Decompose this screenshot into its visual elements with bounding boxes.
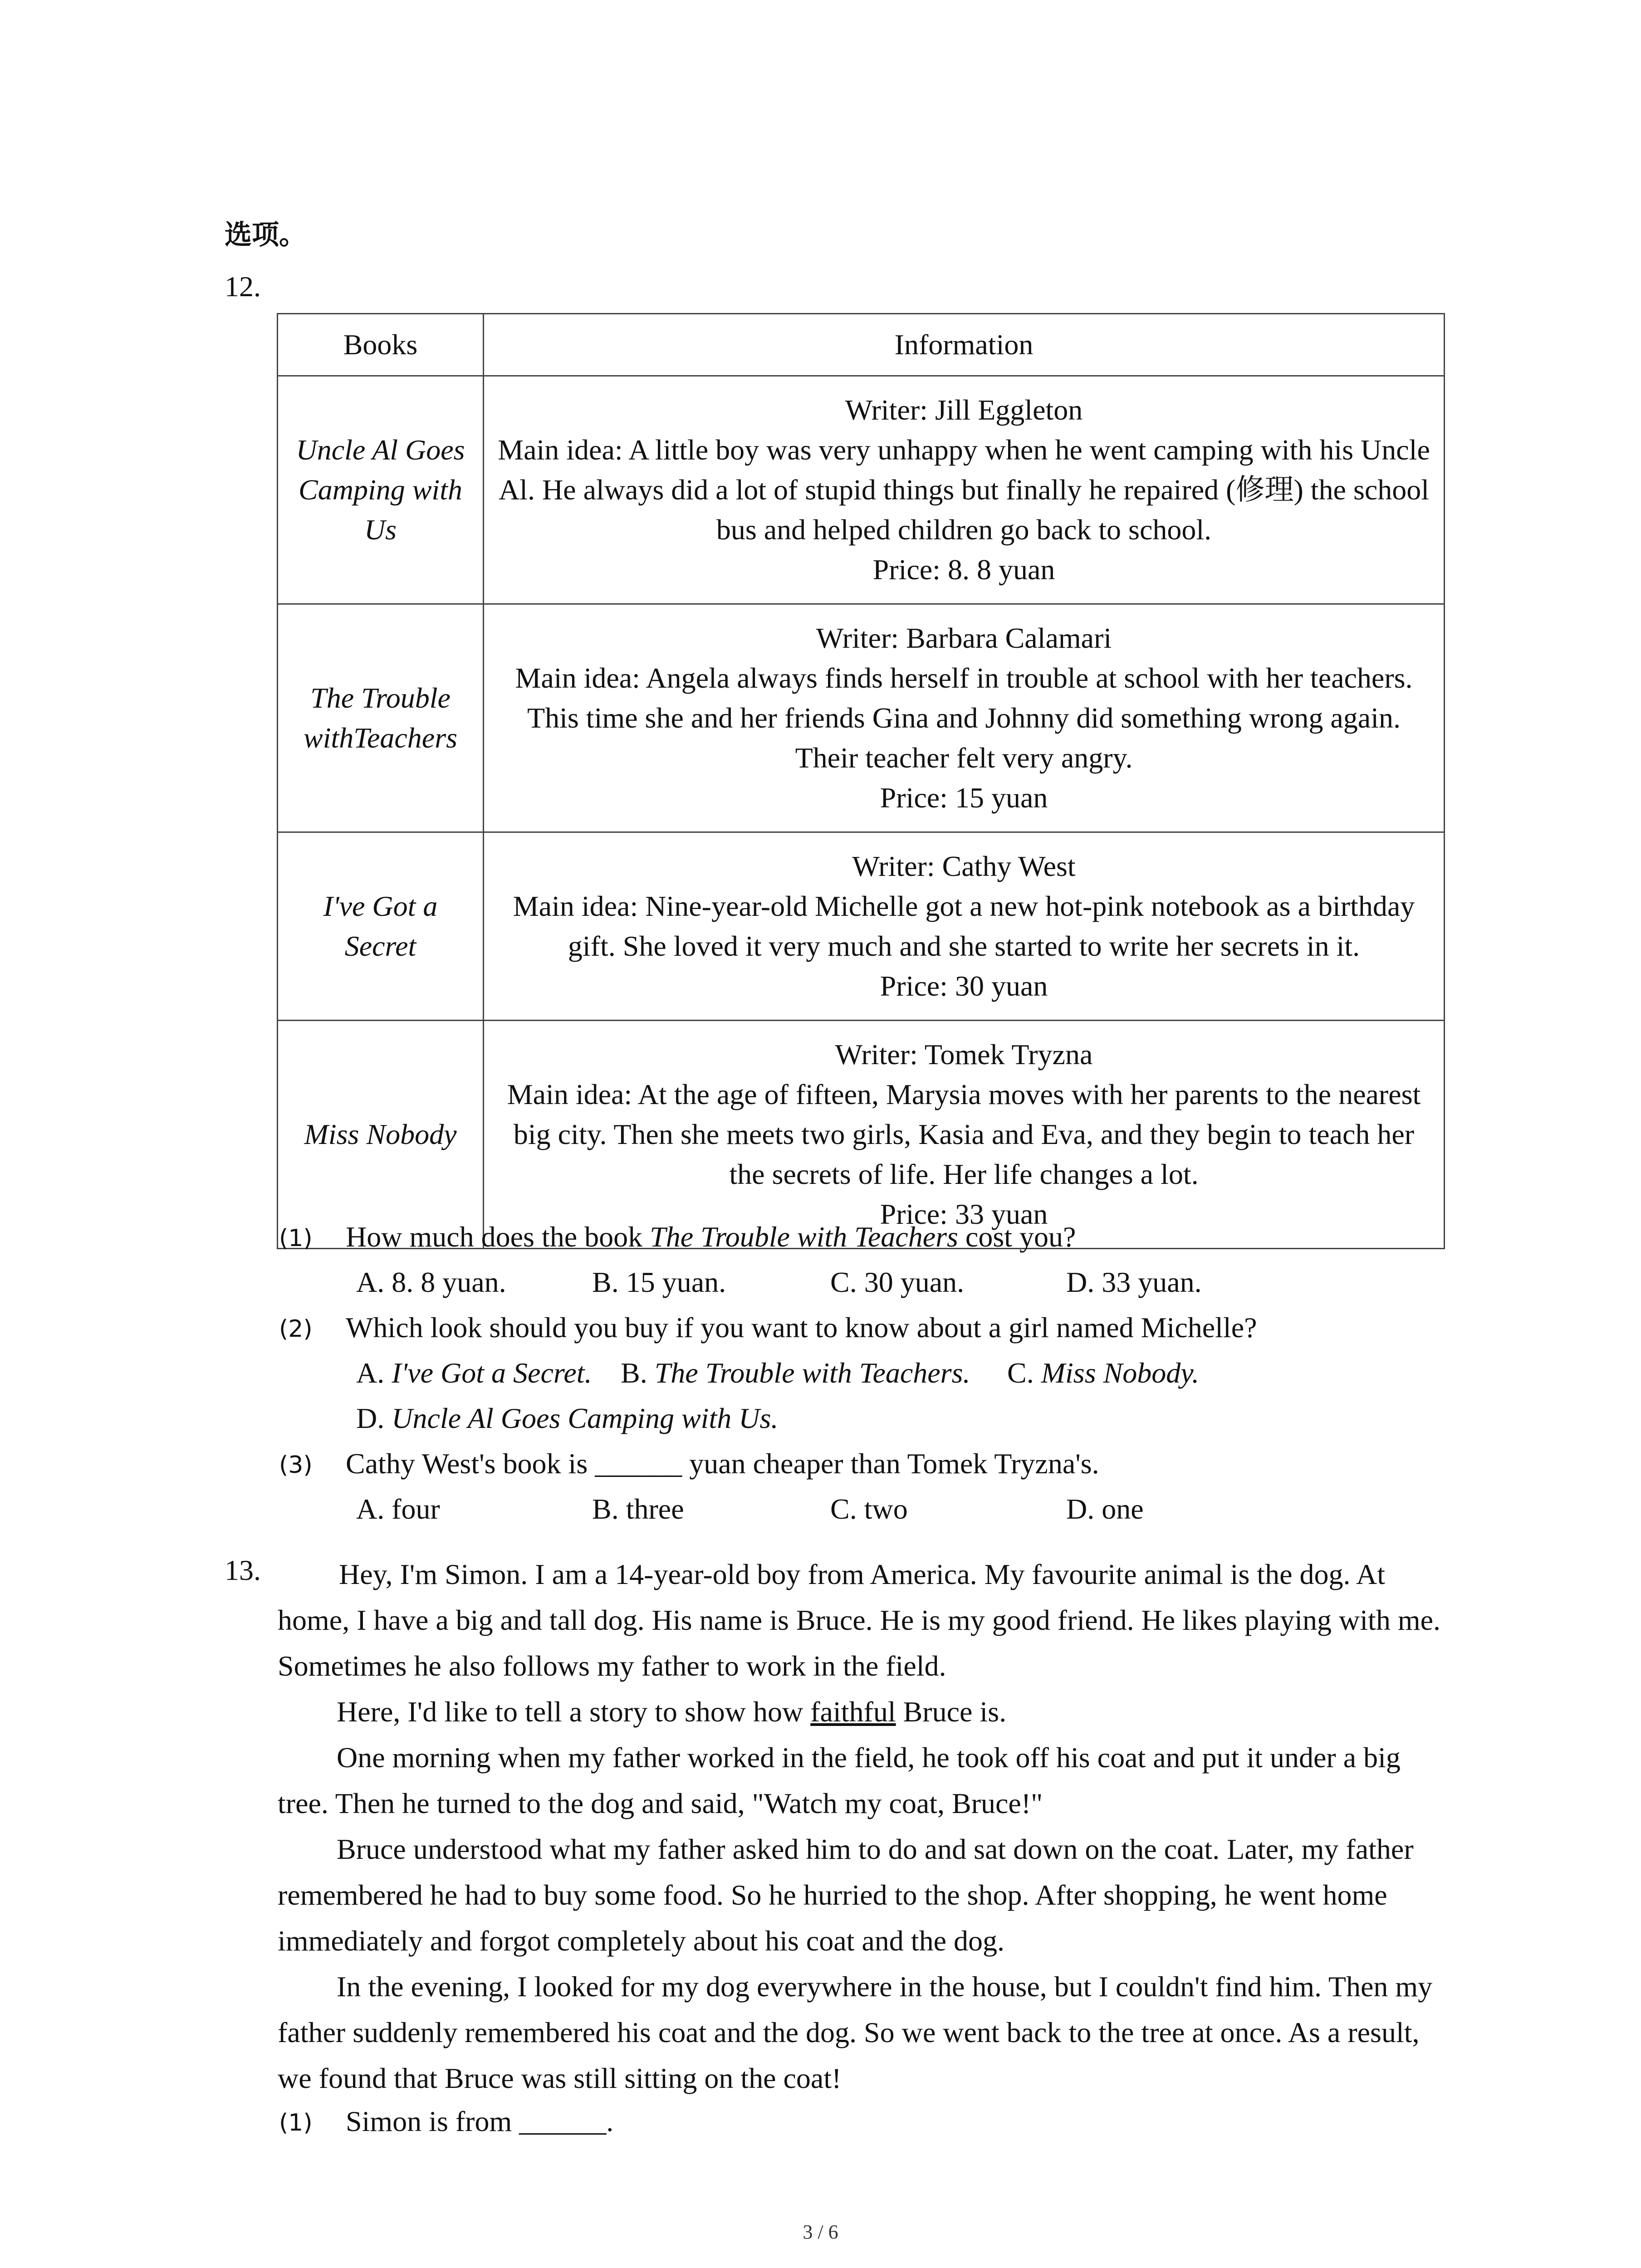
book-main-idea: Main idea: A little boy was very unhappy when he went camping with his Uncle Al. He always did a lot of stupid things but finally he repaired (修理) the school bus and helped children go back to school. xyxy=(498,434,1430,546)
question-mark: (1) xyxy=(279,1225,313,1252)
book-price: Price: 15 yuan xyxy=(880,782,1048,814)
option-title: Uncle Al Goes Camping with Us. xyxy=(392,1402,779,1434)
book-info xyxy=(484,376,1445,604)
question-mark: (1) xyxy=(279,2109,313,2136)
passage-paragraph xyxy=(278,1689,1453,1735)
book-main-idea: Main idea: At the age of fifteen, Marysia moves with her parents to the nearest big city. Then she meets two girls, Kasia and Eva, and they begin to teach her the secrets of life. Her life changes a lot. xyxy=(507,1078,1421,1190)
book-info xyxy=(484,832,1445,1021)
option-title: I've Got a Secret. xyxy=(392,1357,592,1389)
table-header-row xyxy=(278,314,1445,376)
table-row xyxy=(278,1021,1445,1249)
passage-paragraph: In the evening, I looked for my dog everywhere in the house, but I couldn't find him. Then my father suddenly remembered his coat and the dog. So we went back to the tree at once. As a result, we found that Bruce was still sitting on the coat! xyxy=(278,1970,1433,2094)
question-number-12: 12. xyxy=(225,270,261,303)
book-main-idea: Main idea: Nine-year-old Michelle got a new hot-pink notebook as a birthday gift. She loved it very much and she started to write her secrets in it. xyxy=(513,890,1415,962)
book-title: Uncle Al Goes Camping with Us xyxy=(278,376,484,604)
question-text xyxy=(346,1220,1076,1254)
passage-paragraph: Bruce understood what my father asked him to do and sat down on the coat. Later, my father remembered he had to buy some food. So he hurried to the shop. After shopping, he went home immediately and forgot completely about his coat and the dog. xyxy=(278,1833,1414,1957)
header-books: Books xyxy=(278,314,484,376)
paragraph-text: Bruce is. xyxy=(896,1696,1007,1728)
book-title: I've Got a Secret xyxy=(278,832,484,1021)
books-table xyxy=(277,313,1445,1249)
option-title: The Trouble with Teachers. xyxy=(654,1357,970,1389)
option-letter: A. xyxy=(356,1357,392,1389)
option-c: C. 30 yuan. xyxy=(830,1266,965,1298)
underlined-word: faithful xyxy=(810,1696,896,1728)
reading-passage xyxy=(278,1551,1453,2101)
table-row xyxy=(278,376,1445,604)
book-writer: Writer: Tomek Tryzna xyxy=(835,1038,1093,1070)
book-info xyxy=(484,604,1445,832)
book-info xyxy=(484,1021,1445,1249)
option-c: C. two xyxy=(830,1493,908,1525)
option-d: D. 33 yuan. xyxy=(1066,1266,1202,1298)
book-writer: Writer: Cathy West xyxy=(852,850,1076,882)
option-d: D. one xyxy=(1066,1493,1144,1525)
book-price: Price: 30 yuan xyxy=(880,970,1048,1002)
page-number: 3 / 6 xyxy=(803,2221,838,2243)
question-text-part: How much does the book xyxy=(346,1221,650,1253)
section-heading: 选项。 xyxy=(225,219,306,251)
question-number-13: 13. xyxy=(225,1554,261,1586)
book-price: Price: 33 yuan xyxy=(880,1198,1048,1230)
option-c xyxy=(1007,1356,1199,1390)
header-information: Information xyxy=(484,314,1445,376)
option-letter: C. xyxy=(1007,1357,1041,1389)
passage-paragraph: One morning when my father worked in the field, he took off his coat and put it under a big tree. Then he turned to the dog and said, "Watch my coat, Bruce!" xyxy=(278,1741,1401,1819)
option-b: B. three xyxy=(592,1493,684,1525)
question-mark: (2) xyxy=(279,1315,313,1343)
question-text: Simon is from ______. xyxy=(346,2105,614,2137)
book-main-idea: Main idea: Angela always finds herself in trouble at school with her teachers. This time she and her friends Gina and Johnny did something wrong again. Their teacher felt very angry. xyxy=(515,662,1413,774)
question-text: Which look should you buy if you want to know about a girl named Michelle? xyxy=(346,1311,1257,1344)
option-a: A. 8. 8 yuan. xyxy=(356,1266,506,1298)
book-writer: Writer: Jill Eggleton xyxy=(845,394,1083,426)
option-letter: B. xyxy=(621,1357,655,1389)
book-writer: Writer: Barbara Calamari xyxy=(816,622,1112,654)
passage-paragraph: Hey, I'm Simon. I am a 14-year-old boy from America. My favourite animal is the dog. At home, I have a big and tall dog. His name is Bruce. He is my good friend. He likes playing with me. Sometimes he also follows my father to work in the field. xyxy=(278,1558,1440,1682)
option-b xyxy=(621,1356,970,1390)
option-a: A. four xyxy=(356,1493,440,1525)
option-a xyxy=(356,1356,592,1390)
book-title-inline: The Trouble with Teachers xyxy=(650,1221,958,1253)
option-letter: D. xyxy=(356,1402,392,1434)
question-mark: (3) xyxy=(279,1452,313,1479)
question-text-part: cost you? xyxy=(958,1221,1076,1253)
option-d xyxy=(356,1402,778,1435)
option-title: Miss Nobody. xyxy=(1041,1357,1200,1389)
book-title: The Trouble withTeachers xyxy=(278,604,484,832)
question-text: Cathy West's book is ______ yuan cheaper than Tomek Tryzna's. xyxy=(346,1447,1099,1480)
option-b: B. 15 yuan. xyxy=(592,1266,726,1298)
table-row xyxy=(278,604,1445,832)
paragraph-text: Here, I'd like to tell a story to show how xyxy=(337,1696,811,1728)
book-price: Price: 8. 8 yuan xyxy=(872,553,1055,586)
book-title: Miss Nobody xyxy=(278,1021,484,1249)
table-row xyxy=(278,832,1445,1021)
